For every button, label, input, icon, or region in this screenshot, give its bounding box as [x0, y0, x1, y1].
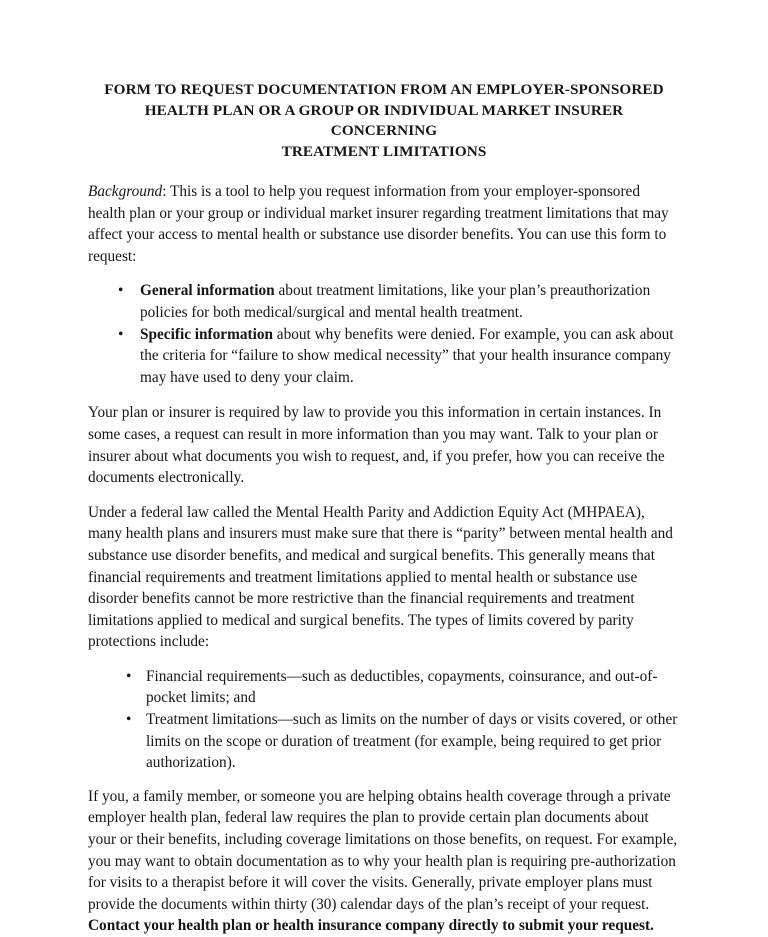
- list-item: [88, 280, 680, 323]
- mhpaea-paragraph: Under a federal law called the Mental Health Parity and Addiction Equity Act (MHPAEA), many health plans and insurers must make sure that there is “parity” between mental health and substance use disorder benefits, and medical and surgical benefits. This generally means that financial requirements and treatment limitations applied to mental health or substance use disorder benefits cannot be more restrictive than the financial requirements and treatment limitations applied to medical and surgical benefits. The types of limits covered by parity protections include:: [88, 503, 673, 651]
- background-label-suffix: :: [162, 183, 167, 200]
- request-bullet-list: [88, 280, 680, 388]
- closing-paragraph: [88, 786, 680, 937]
- background-paragraph: [88, 181, 680, 267]
- list-item-text: Financial requirements—such as deductibles, copayments, coinsurance, and out-of-pocket limits; and: [146, 667, 658, 707]
- page-title: [88, 80, 680, 162]
- list-item: [88, 324, 680, 389]
- list-item: [88, 709, 680, 774]
- law-requirement-paragraph: Your plan or insurer is required by law to provide you this information in certain instances. In some cases, a request can result in more information than you may want. Talk to your plan or insurer about what documents you wish to request, and, if you prefer, how you can receive the documents electronically.: [88, 404, 665, 487]
- background-label: Background: [88, 183, 163, 200]
- closing-paragraph-text: If you, a family member, or someone you are helping obtains health coverage through a private employer health plan, federal law requires the plan to provide certain plan documents about your or their benefits, including coverage limitations on those benefits, on request. For example, you may want to obtain documentation as to why your health plan is requiring pre-authorization for visits to a therapist before it will cover the visits. Generally, private employer plans must provide the documents within thirty (30) calendar days of the plan’s receipt of your request.: [88, 787, 678, 913]
- page-title-line-1: FORM TO REQUEST DOCUMENTATION FROM AN EMPLOYER-SPONSORED: [104, 81, 664, 98]
- parity-limits-bullet-list: [88, 666, 680, 774]
- list-item-bold-lead: General information: [140, 282, 275, 300]
- list-item-bold-lead: Specific information: [140, 325, 273, 343]
- bullet-icon: •: [118, 325, 124, 343]
- list-item: [88, 666, 680, 709]
- list-item-text: about why benefits were denied. For example, you can ask about the criteria for “failure to show medical necessity” that your health insurance company may have used to deny your claim.: [140, 325, 674, 386]
- list-item-text: about treatment limitations, like your plan’s preauthorization policies for both medical/surgical and mental health treatment.: [140, 282, 651, 321]
- page-title-line-2: HEALTH PLAN OR A GROUP OR INDIVIDUAL MARKET INSURER CONCERNING: [144, 101, 624, 139]
- page-title-line-3: TREATMENT LIMITATIONS: [281, 142, 487, 160]
- bullet-icon: •: [118, 282, 124, 300]
- closing-call-to-action: Contact your health plan or health insurance company directly to submit your request.: [88, 917, 654, 935]
- bullet-icon: •: [126, 711, 132, 729]
- bullet-icon: •: [126, 667, 132, 685]
- background-body: This is a tool to help you request information from your employer-sponsored health plan or your group or individual market insurer regarding treatment limitations that may affect your access to mental health or substance use disorder benefits. You can use this form to request:: [88, 183, 669, 265]
- list-item-text: Treatment limitations—such as limits on the number of days or visits covered, or other limits on the scope or duration of treatment (for example, being required to get prior authorization).: [146, 711, 678, 772]
